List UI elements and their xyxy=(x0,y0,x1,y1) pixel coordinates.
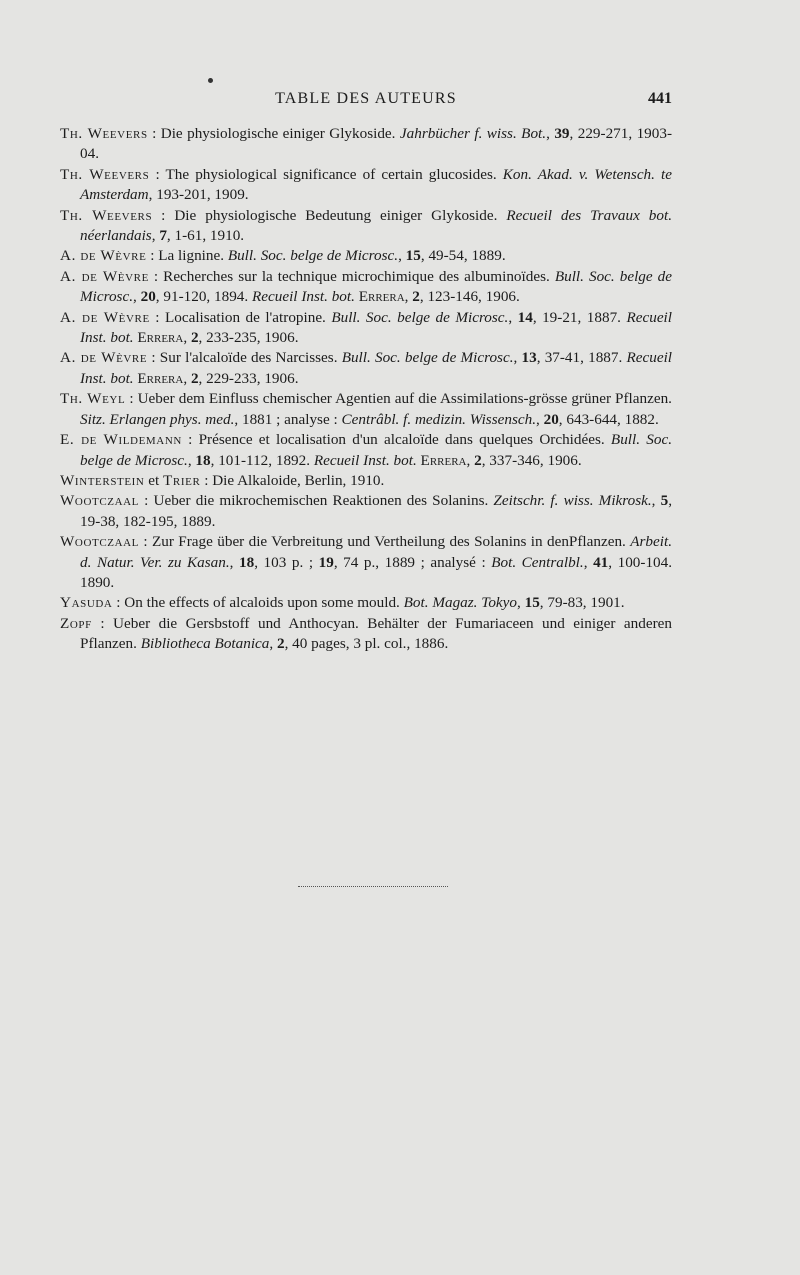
entry-text: Errera xyxy=(358,288,405,306)
entry-text: , xyxy=(536,410,544,428)
entry-text: , 40 pages, 3 pl. col., 1886. xyxy=(284,635,449,653)
entry-text: , 49-54, 1889. xyxy=(420,247,506,265)
entry-text: Bot. Centralbl. xyxy=(491,553,584,571)
page-number: 441 xyxy=(648,90,672,107)
entry-text: 2 xyxy=(190,329,199,347)
entry-text: , xyxy=(508,308,518,326)
entry-text: : La lignine. xyxy=(146,247,228,265)
entry-author: A. de Wèvre xyxy=(60,308,150,326)
bibliography-entry xyxy=(60,267,672,308)
entry-author: A. de Wèvre xyxy=(60,349,148,367)
entry-text: Errera xyxy=(137,329,184,347)
entry-text: , xyxy=(651,492,661,510)
entry-text: 2 xyxy=(190,369,199,387)
entry-text: 19 xyxy=(318,553,334,571)
entry-author: Wootczaal xyxy=(60,492,140,510)
entry-text: Bibliotheca Botanica xyxy=(140,635,270,653)
entry-text: : Die physiologische Bedeutung einiger Glykoside. xyxy=(152,206,507,224)
entry-text: , 1881 ; analyse : xyxy=(234,410,342,428)
entry-text: Zeitschr. f. wiss. Mikrosk. xyxy=(493,492,652,510)
entry-author: Th. Weevers xyxy=(60,125,148,142)
entry-text: 2 xyxy=(276,635,285,653)
entry-text: , 19-38, 182-195, 1889. xyxy=(80,492,672,530)
entry-text: : Die physiologische einiger Glykoside. xyxy=(147,125,400,142)
entry-text: Bot. Magaz. Tokyo xyxy=(403,594,517,612)
entry-author: Th. Weevers xyxy=(60,165,150,183)
entry-text: 15 xyxy=(405,247,421,265)
entry-text: , xyxy=(183,329,191,347)
bibliography-entry xyxy=(60,532,672,593)
entry-text: Recueil Inst. bot. xyxy=(80,349,673,387)
bibliography-entry xyxy=(60,165,672,206)
ink-dot xyxy=(208,78,213,83)
entry-text: , 103 p. ; xyxy=(254,553,319,571)
entry-text: , xyxy=(133,288,141,306)
entry-text: Bull. Soc. belge de Microsc. xyxy=(331,308,509,326)
entry-text: , xyxy=(269,635,277,653)
bibliography-entry xyxy=(60,614,672,655)
bibliography-entry xyxy=(60,246,672,266)
entry-text: , 193-201, 1909. xyxy=(148,186,249,204)
entry-text: 18 xyxy=(195,451,211,469)
entry-text: 39 xyxy=(554,125,570,142)
entry-author: A. de Wèvre xyxy=(60,267,149,285)
entry-text: Recueil Inst. bot. xyxy=(80,308,673,347)
entry-text: , 79-83, 1901. xyxy=(539,594,625,612)
entry-text: : Zur Frage über die Verbreitung und Vertheilung des Solanins in denPflanzen. xyxy=(139,533,631,551)
entry-text: Recueil Inst. bot. xyxy=(251,288,355,306)
entry-text: , xyxy=(583,553,594,571)
entry-text: Errera xyxy=(420,451,467,469)
entry-author: Wootczaal xyxy=(60,533,140,551)
bibliography-entry xyxy=(60,491,672,532)
entry-text: 7 xyxy=(159,227,167,245)
bibliography-entry xyxy=(60,593,672,613)
entry-text: : Die Alkaloide, Berlin, 1910. xyxy=(200,471,385,489)
entry-text: , 19-21, 1887. xyxy=(532,308,627,326)
entry-text: : Ueber dem Einfluss chemischer Agentien auf die Assimilations-grösse grüner Pflanzen. xyxy=(125,390,672,408)
entry-text: Recueil des Travaux bot. néerlandais xyxy=(80,206,673,245)
entry-text: , 37-41, 1887. xyxy=(536,349,627,367)
running-header xyxy=(60,88,672,112)
entry-text: , 91-120, 1894. xyxy=(155,288,252,306)
entry-text: 14 xyxy=(517,308,533,326)
entry-text: , 100-104. 1890. xyxy=(80,553,673,591)
entry-text: , xyxy=(513,349,522,367)
entry-text: 13 xyxy=(521,349,537,367)
entry-text: Centrâbl. f. medizin. Wissensch. xyxy=(341,410,537,428)
entry-text: , 233-235, 1906. xyxy=(198,329,299,347)
entry-author: Winterstein xyxy=(60,471,145,489)
entry-text: , 123-146, 1906. xyxy=(419,288,520,306)
entry-text: Bull. Soc. belge de Microsc. xyxy=(227,247,399,265)
entry-text: Kon. Akad. v. Wetensch. te Amsterdam xyxy=(80,165,673,204)
entry-text: , xyxy=(517,594,525,612)
entry-text: 41 xyxy=(593,553,609,571)
bibliography-entry xyxy=(60,124,672,165)
entry-author: E. de Wildemann xyxy=(60,431,182,449)
bibliography-entry xyxy=(60,348,672,389)
end-rule xyxy=(298,886,448,887)
bibliography-entry xyxy=(60,206,672,247)
entry-text: 2 xyxy=(474,451,482,469)
entry-text: Errera xyxy=(137,369,184,387)
entry-text: , 229-233, 1906. xyxy=(198,369,299,387)
entry-text: : The physiological significance of certain glucosides. xyxy=(149,165,503,183)
bibliography-list xyxy=(60,124,672,655)
entry-text: , 229-271, 1903-04. xyxy=(80,125,673,163)
entry-text: 20 xyxy=(140,288,156,306)
entry-text: : Localisation de l'atropine. xyxy=(149,308,332,326)
entry-author: A. de Wèvre xyxy=(60,247,147,265)
entry-text: 5 xyxy=(660,492,669,510)
bibliography-entry xyxy=(60,430,672,471)
entry-text: , xyxy=(404,288,413,306)
entry-text: , 101-112, 1892. xyxy=(210,451,314,469)
entry-text: : On the effects of alcaloids upon some mould. xyxy=(112,594,404,612)
entry-text: , xyxy=(398,247,406,265)
entry-text: : Ueber die Gersbstoff und Anthocyan. Behälter der Fumariaceen und einiger anderen Pflanzen. xyxy=(80,614,672,653)
entry-text: Bull. Soc. belge de Microsc. xyxy=(80,431,672,469)
entry-text: , 337-346, 1906. xyxy=(481,451,582,469)
entry-text: 2 xyxy=(412,288,420,306)
entry-text: Jahrbücher f. wiss. Bot. xyxy=(399,125,547,142)
entry-text: , xyxy=(546,125,555,142)
entry-text: Recueil Inst. bot. xyxy=(313,451,417,469)
entry-text: , xyxy=(229,553,240,571)
entry-text: Bull. Soc. belge de Microsc. xyxy=(80,267,672,306)
entry-text: , 1-61, 1910. xyxy=(166,227,245,245)
header-title: TABLE DES AUTEURS xyxy=(275,90,457,107)
entry-text: 18 xyxy=(239,553,255,571)
entry-text: , xyxy=(151,227,160,245)
entry-author: Th. Weyl xyxy=(60,390,126,408)
entry-author: Yasuda xyxy=(60,594,113,612)
entry-text: : Ueber die mikrochemischen Reaktionen des Solanins. xyxy=(139,492,494,510)
entry-text: : Recherches sur la technique microchimique des albuminoïdes. xyxy=(148,267,555,285)
entry-text: Arbeit. d. Natur. Ver. zu Kasan. xyxy=(80,533,672,571)
entry-text: : Sur l'alcaloïde des Narcisses. xyxy=(147,349,342,367)
entry-text: , xyxy=(183,369,191,387)
entry-text: Sitz. Erlangen phys. med. xyxy=(80,410,235,428)
entry-text: , xyxy=(466,451,475,469)
entry-text: 20 xyxy=(543,410,559,428)
bibliography-entry xyxy=(60,471,672,491)
entry-author: Zopf xyxy=(60,614,92,632)
entry-text: , xyxy=(187,451,196,469)
entry-text: et xyxy=(144,471,164,489)
entry-author: Th. Weevers xyxy=(60,206,153,224)
bibliography-entry xyxy=(60,389,672,430)
entry-text: : Présence et localisation d'un alcaloïde dans quelques Orchidées. xyxy=(181,431,611,449)
entry-text: 15 xyxy=(524,594,540,612)
entry-text: , 643-644, 1882. xyxy=(558,410,659,428)
entry-author: Trier xyxy=(163,471,201,489)
entry-text: Bull. Soc. belge de Microsc. xyxy=(341,349,514,367)
bibliography-entry xyxy=(60,308,672,349)
entry-text: , 74 p., 1889 ; analysé : xyxy=(333,553,492,571)
